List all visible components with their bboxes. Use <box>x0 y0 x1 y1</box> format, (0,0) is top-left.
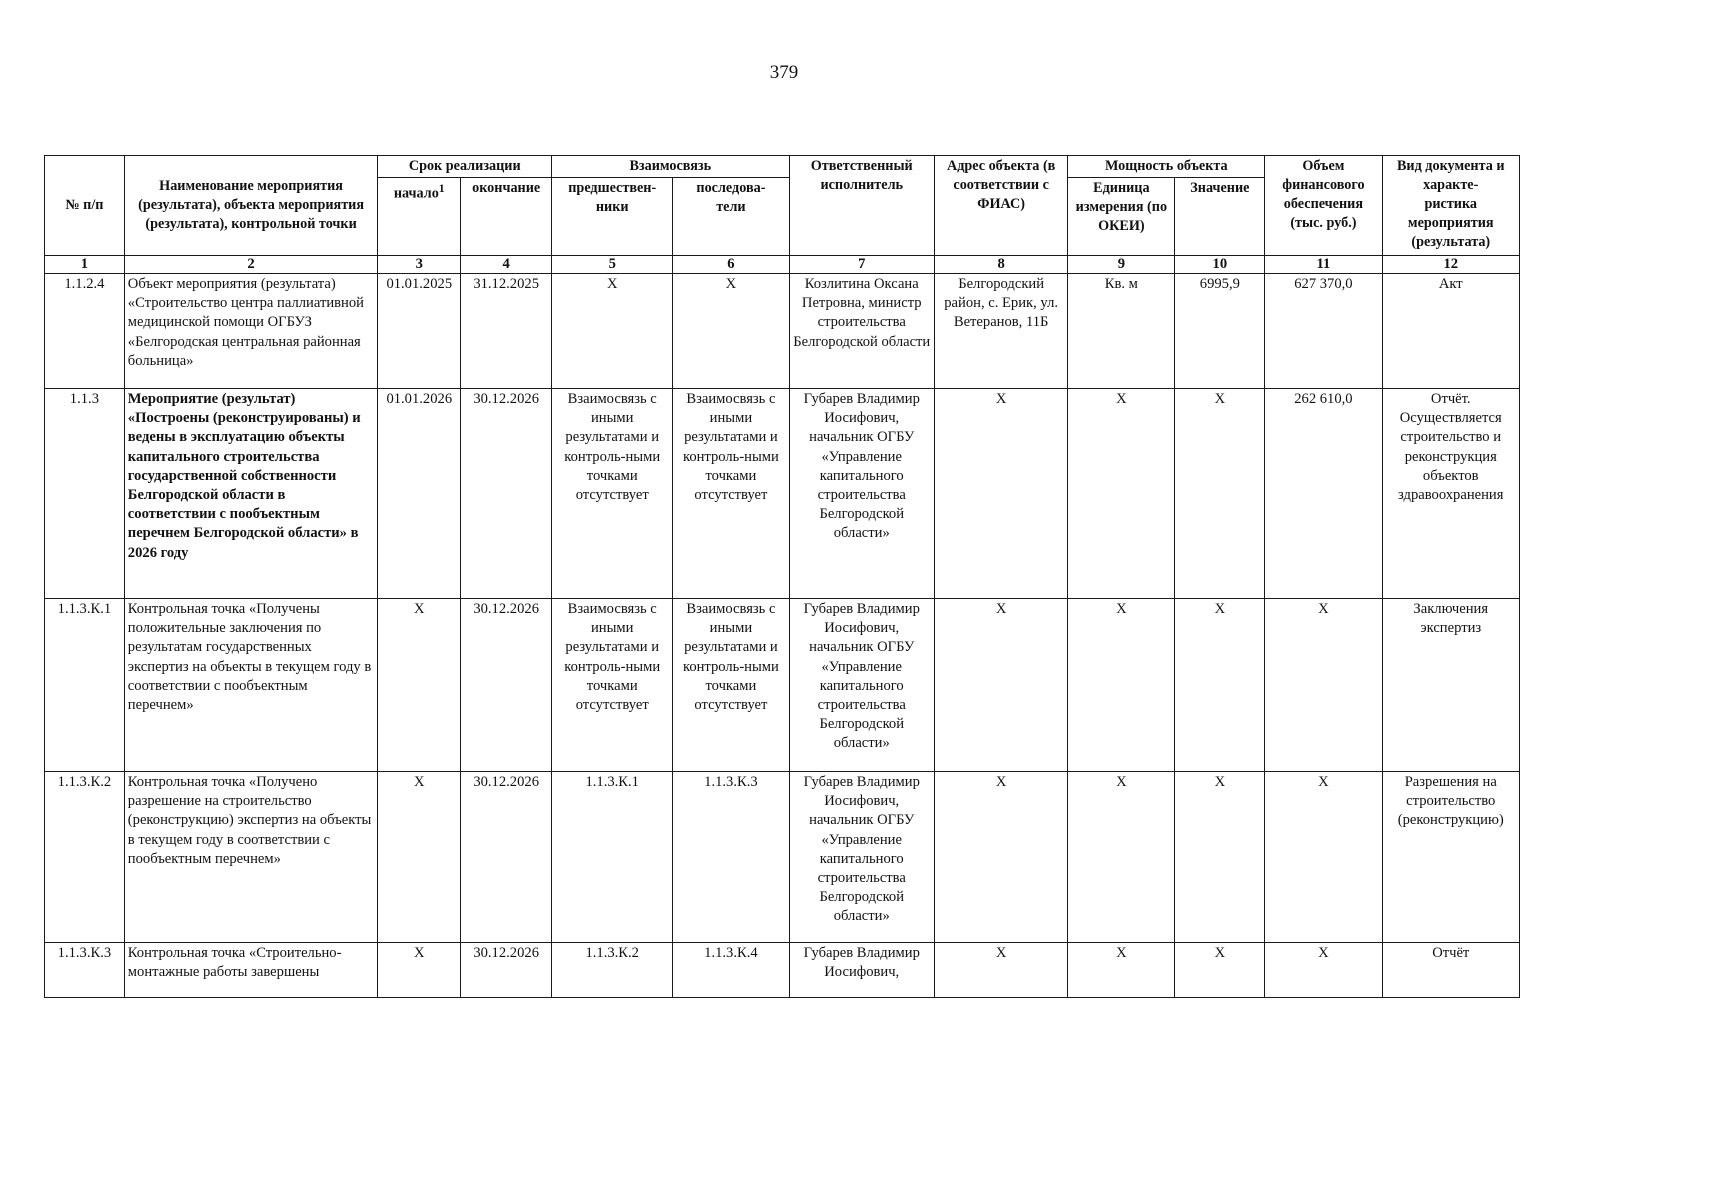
activities-table <box>44 155 1520 998</box>
row-address: Х <box>934 389 1067 599</box>
row-unit: Х <box>1068 389 1175 599</box>
row-value: Х <box>1175 943 1265 998</box>
header-unit: Единица измерения (по ОКЕИ) <box>1068 178 1175 256</box>
row-doctype: Отчёт. Осуществляется строительство и реконструкция объектов здравоохранения <box>1382 389 1520 599</box>
header-doctype: Вид документа и характе- ристика мероприятия (результата) <box>1382 156 1520 256</box>
table-row <box>45 599 1520 772</box>
row-name: Контрольная точка «Получены положительные заключения по результатам государственных экспертиз на объекты в текущем году в соответствии с пообъектным перечнем» <box>124 599 378 772</box>
page-number: 379 <box>769 62 799 83</box>
col-number: 11 <box>1265 256 1382 274</box>
row-end: 30.12.2026 <box>461 599 552 772</box>
row-value: Х <box>1175 599 1265 772</box>
row-prev: 1.1.3.К.1 <box>552 772 673 943</box>
row-address: Х <box>934 772 1067 943</box>
col-number: 10 <box>1175 256 1265 274</box>
row-num: 1.1.2.4 <box>45 274 125 389</box>
row-value: Х <box>1175 389 1265 599</box>
col-number: 7 <box>789 256 934 274</box>
col-number: 4 <box>461 256 552 274</box>
row-unit: Х <box>1068 599 1175 772</box>
row-address: Белгородский район, с. Ерик, ул. Ветеранов, 11Б <box>934 274 1067 389</box>
row-prev: Взаимосвязь с иными результатами и контроль-ными точками отсутствует <box>552 599 673 772</box>
column-numbers-row <box>45 256 1520 274</box>
row-next: 1.1.3.К.4 <box>673 943 789 998</box>
table-row <box>45 274 1520 389</box>
row-end: 30.12.2026 <box>461 772 552 943</box>
header-term: Срок реализации <box>378 156 552 178</box>
row-responsible: Губарев Владимир Иосифович, <box>789 943 934 998</box>
col-number: 1 <box>45 256 125 274</box>
row-responsible: Губарев Владимир Иосифович, начальник ОГБУ «Управление капитального строительства Белгородской области» <box>789 389 934 599</box>
header-rel-prev: предшествен- ники <box>552 178 673 256</box>
row-doctype: Акт <box>1382 274 1520 389</box>
row-next: Х <box>673 274 789 389</box>
row-finance: 627 370,0 <box>1265 274 1382 389</box>
row-value: 6995,9 <box>1175 274 1265 389</box>
footnote-marker: 1 <box>438 181 445 195</box>
row-prev: Х <box>552 274 673 389</box>
row-name: Объект мероприятия (результата) «Строительство центра паллиативной медицинской помощи ОГБУЗ «Белгородская центральная районная больница» <box>124 274 378 389</box>
row-unit: Кв. м <box>1068 274 1175 389</box>
row-next: Взаимосвязь с иными результатами и контроль-ными точками отсутствует <box>673 599 789 772</box>
row-finance: 262 610,0 <box>1265 389 1382 599</box>
row-finance: Х <box>1265 599 1382 772</box>
row-start: Х <box>378 943 461 998</box>
header-finance: Объем финансового обеспечения (тыс. руб.) <box>1265 156 1382 256</box>
row-name: Мероприятие (результат) «Построены (реконструированы) и ведены в эксплуатацию объекты капитального строительства государственной собственности Белгородской области в соответствии с пообъектным перечнем Белгородской области» в 2026 году <box>124 389 378 599</box>
col-number: 12 <box>1382 256 1520 274</box>
header-capacity: Мощность объекта <box>1068 156 1265 178</box>
header-name: Наименование мероприятия (результата), объекта мероприятия (результата), контрольной точки <box>124 156 378 256</box>
header-value: Значение <box>1175 178 1265 256</box>
row-next: 1.1.3.К.3 <box>673 772 789 943</box>
row-address: Х <box>934 943 1067 998</box>
row-start: 01.01.2025 <box>378 274 461 389</box>
header-term-end: окончание <box>461 178 552 256</box>
table-row <box>45 389 1520 599</box>
row-prev: Взаимосвязь с иными результатами и контроль-ными точками отсутствует <box>552 389 673 599</box>
header-address: Адрес объекта (в соответствии с ФИАС) <box>934 156 1067 256</box>
table-row <box>45 772 1520 943</box>
header-row-top <box>45 156 1520 178</box>
row-responsible: Козлитина Оксана Петровна, министр строительства Белгородской области <box>789 274 934 389</box>
col-number: 8 <box>934 256 1067 274</box>
col-number: 6 <box>673 256 789 274</box>
row-start: Х <box>378 599 461 772</box>
row-start: Х <box>378 772 461 943</box>
row-responsible: Губарев Владимир Иосифович, начальник ОГБУ «Управление капитального строительства Белгородской области» <box>789 599 934 772</box>
row-next: Взаимосвязь с иными результатами и контроль-ными точками отсутствует <box>673 389 789 599</box>
header-relation: Взаимосвязь <box>552 156 789 178</box>
header-term-start: начало$^1$ <box>378 178 461 256</box>
col-number: 9 <box>1068 256 1175 274</box>
row-doctype: Отчёт <box>1382 943 1520 998</box>
header-rel-next: последова- тели <box>673 178 789 256</box>
row-name: Контрольная точка «Строительно-монтажные работы завершены <box>124 943 378 998</box>
row-finance: Х <box>1265 772 1382 943</box>
header-num: № п/п <box>45 156 125 256</box>
row-doctype: Заключения экспертиз <box>1382 599 1520 772</box>
col-number: 3 <box>378 256 461 274</box>
row-end: 30.12.2026 <box>461 389 552 599</box>
row-start: 01.01.2026 <box>378 389 461 599</box>
col-number: 2 <box>124 256 378 274</box>
row-num: 1.1.3 <box>45 389 125 599</box>
table-row <box>45 943 1520 998</box>
row-num: 1.1.3.К.2 <box>45 772 125 943</box>
row-num: 1.1.3.К.3 <box>45 943 125 998</box>
col-number: 5 <box>552 256 673 274</box>
row-unit: Х <box>1068 772 1175 943</box>
row-value: Х <box>1175 772 1265 943</box>
row-num: 1.1.3.К.1 <box>45 599 125 772</box>
row-end: 30.12.2026 <box>461 943 552 998</box>
row-end: 31.12.2025 <box>461 274 552 389</box>
row-address: Х <box>934 599 1067 772</box>
row-name: Контрольная точка «Получено разрешение на строительство (реконструкцию) экспертиз на объекты в текущем году в соответствии с пообъектным перечнем» <box>124 772 378 943</box>
row-unit: Х <box>1068 943 1175 998</box>
row-finance: Х <box>1265 943 1382 998</box>
row-doctype: Разрешения на строительство (реконструкцию) <box>1382 772 1520 943</box>
header-responsible: Ответственный исполнитель <box>789 156 934 256</box>
row-responsible: Губарев Владимир Иосифович, начальник ОГБУ «Управление капитального строительства Белгородской области» <box>789 772 934 943</box>
row-prev: 1.1.3.К.2 <box>552 943 673 998</box>
